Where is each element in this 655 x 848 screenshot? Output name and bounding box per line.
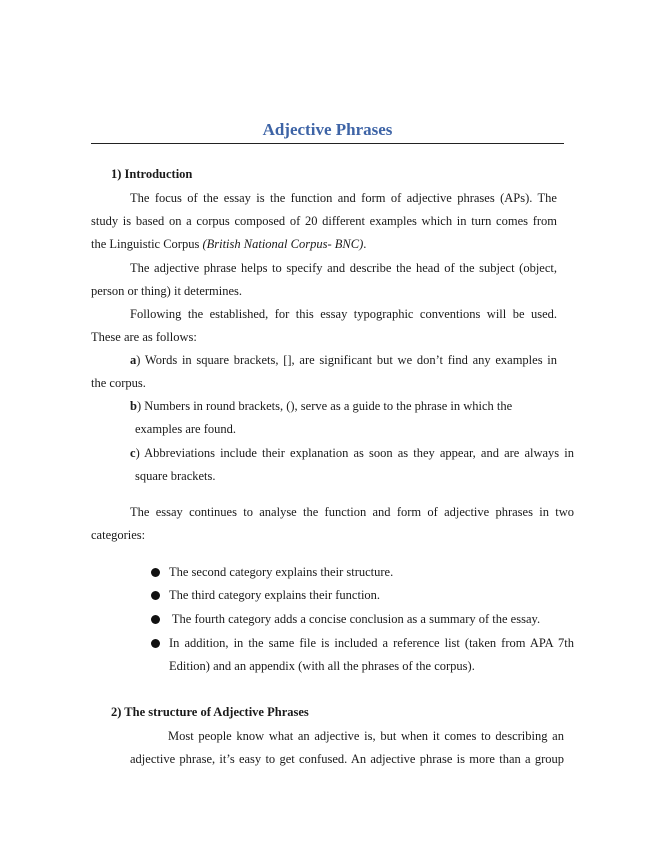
structure-line-1: Most people know what an adjective is, but when it comes to describing an xyxy=(168,729,564,743)
convention-c-line-2: square brackets. xyxy=(135,469,216,483)
intro-p1-line-2: study is based on a corpus composed of 20 different examples which in turn comes from xyxy=(91,214,557,228)
bullet-icon xyxy=(151,615,160,624)
bullet-item-2: The third category explains their function. xyxy=(169,588,381,602)
intro-p3-line-2: These are as follows: xyxy=(91,330,197,344)
structure-line-2: adjective phrase, it’s easy to get confused. An adjective phrase is more than a group xyxy=(130,752,564,766)
intro-p3-line-1: Following the established, for this essay typographic conventions will be used. xyxy=(130,307,557,321)
bullet-item-4-line-2: Edition) and an appendix (with all the phrases of the corpus). xyxy=(169,659,475,673)
bullet-item-1: The second category explains their structure. xyxy=(169,565,394,579)
intro-p1-line-3: the Linguistic Corpus (British National Corpus- BNC). xyxy=(91,237,367,251)
corpus-name: (British National Corpus- BNC) xyxy=(202,237,364,251)
convention-b-line-2: examples are found. xyxy=(135,422,237,436)
page-title: Adjective Phrases xyxy=(262,120,393,139)
title-divider xyxy=(91,143,564,144)
section-heading-structure: 2) The structure of Adjective Phrases xyxy=(111,705,309,719)
intro-p4-line-1: The essay continues to analyse the function and form of adjective phrases in two xyxy=(130,505,574,519)
convention-a-line-1: a) Words in square brackets, [], are significant but we don’t find any examples in xyxy=(130,353,557,367)
intro-p2-line-1: The adjective phrase helps to specify and describe the head of the subject (object, xyxy=(130,261,557,275)
section-heading-introduction: 1) Introduction xyxy=(111,167,193,181)
convention-c-line-1: c) Abbreviations include their explanation as soon as they appear, and are always in xyxy=(130,446,574,460)
bullet-item-4-line-1: In addition, in the same file is included a reference list (taken from APA 7th xyxy=(169,636,574,650)
intro-p1-line-1: The focus of the essay is the function and form of adjective phrases (APs). The xyxy=(130,191,557,205)
convention-b-line-1: b) Numbers in round brackets, (), serve as a guide to the phrase in which the xyxy=(130,399,513,413)
intro-p2-line-2: person or thing) it determines. xyxy=(91,284,243,298)
bullet-icon xyxy=(151,591,160,600)
bullet-icon xyxy=(151,568,160,577)
bullet-item-3: The fourth category adds a concise conclusion as a summary of the essay. xyxy=(169,612,541,626)
convention-a-line-2: the corpus. xyxy=(91,376,146,390)
intro-p4-line-2: categories: xyxy=(91,528,146,542)
bullet-icon xyxy=(151,639,160,648)
